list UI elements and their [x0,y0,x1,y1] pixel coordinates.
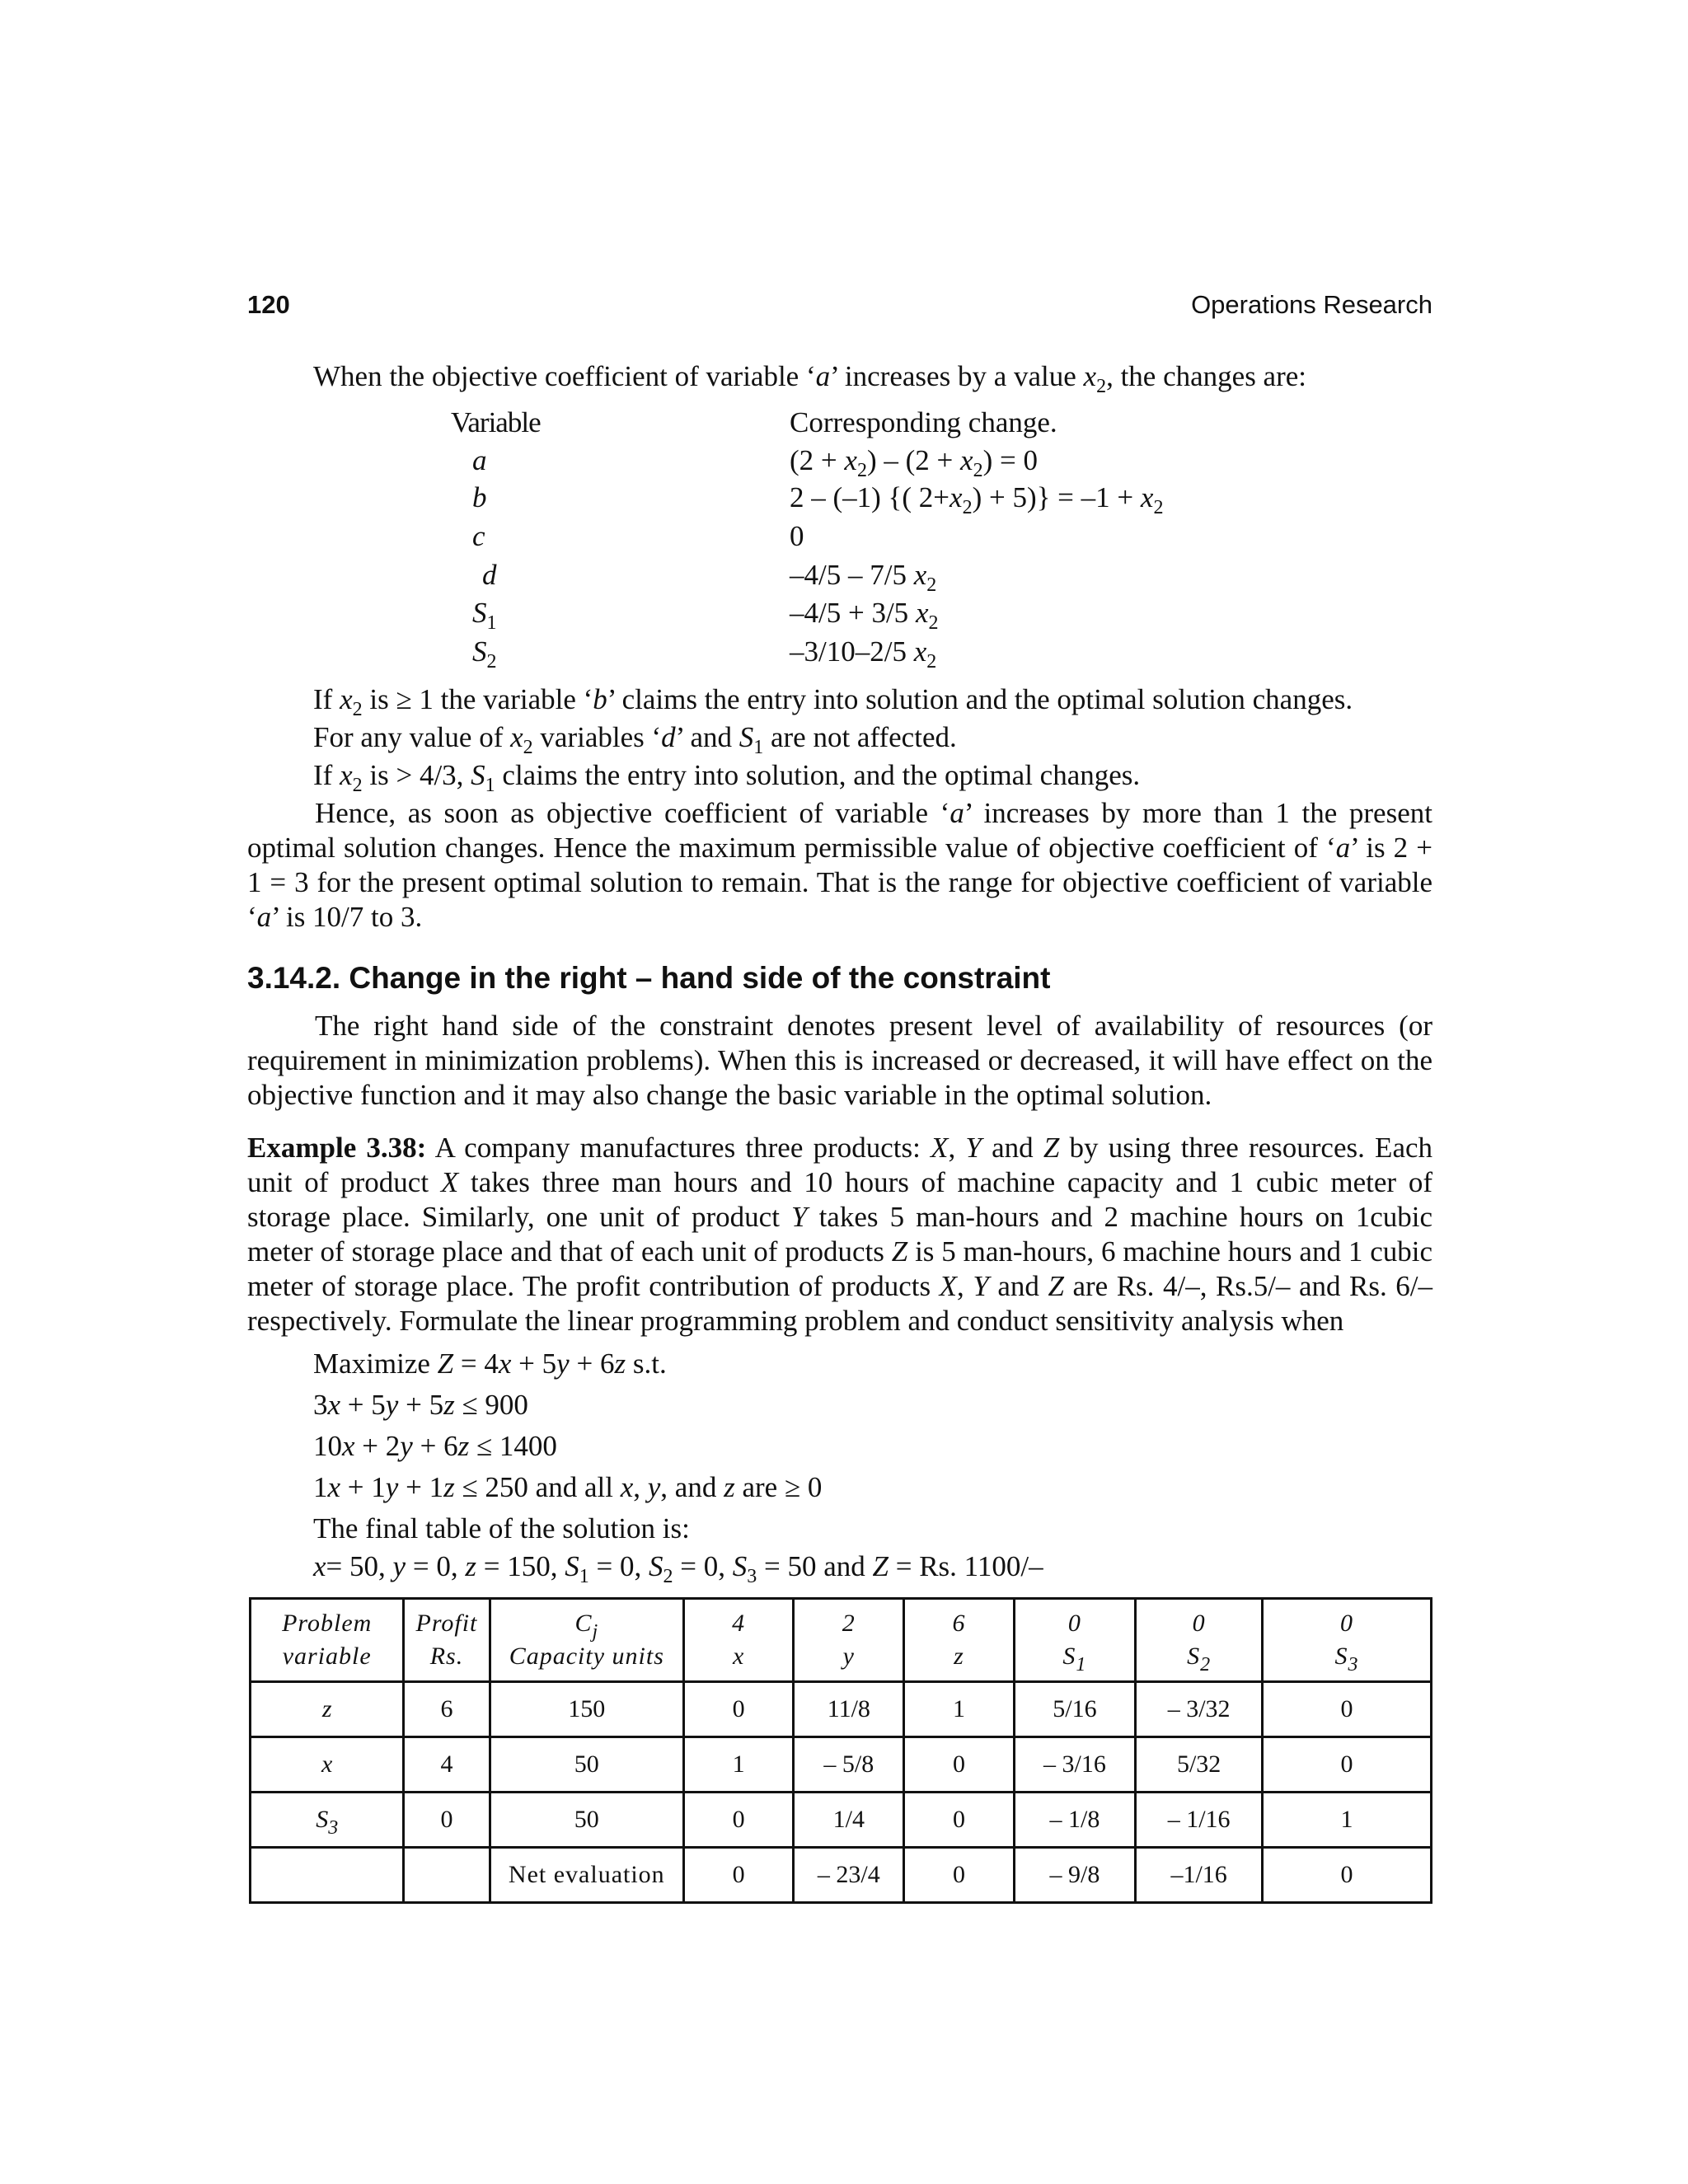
section-heading: 3.14.2. Change in the right – hand side of the constraint [247,961,1051,995]
table-cell [794,1848,904,1903]
math-var: S [648,1550,663,1582]
table-cell [490,1737,684,1793]
text-run: by using three resources. Each unit of product [247,1132,1433,1198]
cell-text: 0 [1340,1861,1353,1888]
math-var: x [327,1389,341,1421]
math-var: y [556,1347,570,1380]
math-var: x [950,481,963,513]
math-var: x [960,444,973,476]
table-body [251,1682,1432,1903]
math-var: x [915,597,929,629]
col-change-heading: Corresponding change. [790,406,1057,438]
text-run: ’ is 10/7 to 3. [271,901,423,933]
math-var: c [472,520,485,552]
page-number: 120 [247,290,290,319]
header-line [685,1607,792,1640]
math-var: b [593,683,607,715]
text-run: and [988,1270,1048,1302]
cell-symbol: S [1062,1643,1076,1670]
cell-text: 0 [440,1806,453,1833]
math-var: y [385,1471,399,1503]
change-expression [790,480,1164,518]
math-var: Y [965,1132,982,1164]
table-cell [1136,1682,1263,1737]
text-run: ’ and [675,721,739,753]
change-variable [472,443,487,478]
text-run: = Rs. 1100/– [888,1550,1043,1582]
cell-text: – 5/8 [823,1750,874,1778]
cell-text: – 23/4 [817,1861,880,1888]
math-var: Y [973,1270,989,1302]
math-var: x [844,444,857,476]
subscript: 2 [352,699,363,720]
text-run: is > 4/3, [362,759,471,791]
text-run: ) – (2 + [866,444,961,476]
intro-sentence: When the objective coefficient of variable ‘a’ increases by a value $x_2$, the changes are: [313,360,1307,397]
math-var: Y [791,1201,808,1233]
text-run: ≤ 900 [454,1389,528,1421]
math-var: d [482,559,497,591]
text-run: = 50, [326,1550,393,1582]
math-var: a [950,797,964,829]
math-var: z [457,1430,470,1462]
change-expression [790,596,939,634]
header-cell [1262,1599,1431,1682]
table-cell [490,1848,684,1903]
cell-text: Rs. [429,1643,464,1670]
math-var: y [392,1550,406,1582]
cell-text: 2 [842,1610,856,1637]
text-run: The final table of the solution is: [313,1512,690,1544]
formulation-line [313,1347,667,1381]
cell-text: 5/16 [1053,1695,1097,1722]
text-run: = 0, [673,1550,733,1582]
observation-line [313,758,1141,796]
cell-text: 5/32 [1176,1750,1221,1778]
math-var: y [400,1430,413,1462]
example-label: Example 3.38: [247,1132,427,1164]
cell-text: 50 [574,1806,599,1833]
table-cell [1136,1848,1263,1903]
text-run: 10 [313,1430,342,1462]
cell-symbol: C [574,1610,593,1637]
math-var: x [313,1550,326,1582]
table-cell [1014,1848,1136,1903]
header-line [795,1607,903,1640]
table-cell [904,1682,1014,1737]
text-run: variables ‘ [532,721,662,753]
cell-text: 6 [440,1695,453,1722]
math-var: y [385,1389,399,1421]
cell-symbol: S [1187,1643,1201,1670]
section-body: The right hand side of the constraint denotes present level of availability of resources (or requirement in minimization problems). When this is increased or decreased, it will have effect on the objective function and it may also change the basic variable in the optimal solution. [247,1010,1432,1111]
cell-text: – 1/16 [1167,1806,1231,1833]
math-var: S [738,721,754,753]
cell-text: Capacity units [509,1643,664,1670]
text-run: s.t. [626,1347,667,1380]
header-cell [684,1599,794,1682]
text-run: is 5 man-hours, 6 machine hours and 1 cubic meter of storage place. The profit contribution of products [247,1235,1432,1302]
subscript: 3 [747,1566,757,1587]
table-cell [404,1848,490,1903]
text-run: are ≥ 0 [734,1471,823,1503]
table-row [251,1793,1432,1848]
text-run: , [948,1132,966,1164]
table-cell [1014,1682,1136,1737]
table-cell [490,1682,684,1737]
subscript: 2 [973,460,983,481]
math-var: S [472,597,487,629]
table-row [251,1682,1432,1737]
cell-text: 0 [732,1695,745,1722]
header-line [1264,1607,1430,1640]
math-var: x [1140,481,1154,513]
header-line [251,1607,402,1640]
header-line [491,1640,683,1673]
math-var: S [472,635,487,668]
text-run: Hence, as soon as objective coefficient of variable ‘ [315,797,950,829]
math-var: Z [1043,1132,1060,1164]
cell-text: – 3/32 [1167,1695,1231,1722]
text-run: For any value of [313,721,511,753]
header-cell [904,1599,1014,1682]
table-cell [904,1737,1014,1793]
header-cell [404,1599,490,1682]
cell-symbol: S [316,1806,329,1833]
text-run: ≤ 250 and all [454,1471,621,1503]
observation-line [313,720,957,758]
text-run: If [313,683,340,715]
formulation-line [313,1511,690,1546]
conclusion-paragraph [247,796,1432,935]
math-var: z [443,1389,455,1421]
text-run: + 5 [398,1389,444,1421]
text-run: 3 [313,1389,328,1421]
header-line [905,1607,1012,1640]
math-var: x [620,1471,634,1503]
example-paragraph [247,1131,1432,1338]
text-run: ’ increases by more than 1 the present optimal solution changes. Hence the maximum permissible value of objective coefficient of ‘ [247,797,1432,864]
cell-text: 150 [568,1695,606,1722]
subscript: 2 [926,651,937,673]
header-cell [1014,1599,1136,1682]
text-run: A company manufactures three products: [426,1132,931,1164]
math-var: Z [891,1235,908,1268]
subscript: 2 [663,1566,673,1587]
math-var: y [647,1471,661,1503]
text-run: = 50 and [757,1550,873,1582]
subscript: 2 [1153,497,1164,518]
math-var: x [913,559,927,591]
text-run: = 0, [588,1550,649,1582]
header-line [1264,1640,1430,1673]
cell-text: – 1/8 [1049,1806,1100,1833]
text-run: ) = 0 [982,444,1038,476]
header-line [685,1640,792,1673]
subscript: 1 [579,1566,589,1587]
text-run: If [313,759,340,791]
header-line [251,1640,402,1673]
math-var: X [939,1270,958,1302]
text-run: + 6 [412,1430,458,1462]
math-var: x [340,759,353,791]
cell-text: 4 [440,1750,453,1778]
cell-text: 0 [1067,1610,1081,1637]
change-variable [472,596,497,634]
text-run: + 1 [398,1471,444,1503]
change-expression [790,635,937,673]
text-run: Maximize [313,1347,438,1380]
math-var: S [565,1550,579,1582]
change-variable [472,635,497,673]
text-run: takes 5 man-hours and 2 machine hours on 1cubic meter of storage place and that of each unit of products [247,1201,1432,1268]
header-line [1137,1607,1261,1640]
final-simplex-table [249,1597,1432,1904]
math-var: a [472,444,487,476]
math-var: a [256,901,272,933]
cell-text: 4 [732,1610,746,1637]
math-var: Z [872,1550,889,1582]
math-var: z [465,1550,476,1582]
table-cell [251,1682,404,1737]
math-var: X [931,1132,949,1164]
header-line [405,1640,488,1673]
cell-text: 1 [952,1695,965,1722]
table-row [251,1737,1432,1793]
cell-text: z [321,1695,332,1722]
subscript: 1 [486,612,497,634]
table-cell [404,1737,490,1793]
table-cell [490,1793,684,1848]
subscript: 1 [485,775,495,796]
cell-text: –1/16 [1170,1861,1227,1888]
table-cell [684,1682,794,1737]
cell-text: 1/4 [832,1806,865,1833]
header-line [1015,1607,1135,1640]
table-cell [251,1793,404,1848]
table-row [251,1848,1432,1903]
math-var: a [1335,832,1351,864]
running-title: Operations Research [1191,290,1432,319]
cell-text: – 9/8 [1049,1861,1100,1888]
math-var: S [732,1550,748,1582]
table-cell [1262,1682,1431,1737]
text-run: and [981,1132,1043,1164]
cell-text: x [732,1643,745,1670]
text-run: = 150, [476,1550,565,1582]
cell-symbol: S [1334,1643,1348,1670]
math-var: Z [1048,1270,1064,1302]
text-run: ’ claims the entry into solution and the optimal solution changes. [607,683,1353,715]
cell-text: Problem [282,1610,373,1637]
header-line [905,1640,1012,1673]
table-cell [251,1737,404,1793]
text-run: –3/10–2/5 [790,635,914,668]
table-cell [794,1682,904,1737]
text-run: + 5 [340,1389,386,1421]
header-line [1015,1640,1135,1673]
table-header-row [251,1599,1432,1682]
cell-text: 0 [732,1806,745,1833]
table-cell [1262,1848,1431,1903]
formulation-line [313,1388,528,1422]
table-cell [794,1793,904,1848]
text-run: 2 – (–1) {( 2+ [790,481,950,513]
page-header [247,290,1432,326]
subscript: j [592,1621,599,1643]
cell-text: z [954,1643,964,1670]
table-cell [684,1793,794,1848]
cell-text: 0 [1340,1750,1353,1778]
cell-text: 6 [952,1610,966,1637]
cell-text: 0 [1340,1695,1353,1722]
math-var: x [327,1471,341,1503]
text-run: 1 [313,1471,328,1503]
change-variable [472,480,487,515]
table-cell [404,1793,490,1848]
change-expression [790,443,1038,481]
text-run: claims the entry into solution, and the optimal changes. [495,759,1141,791]
table-cell [794,1737,904,1793]
text-run: –4/5 – 7/5 [790,559,914,591]
math-var: Z [437,1347,454,1380]
table-cell [251,1848,404,1903]
header-cell [794,1599,904,1682]
subscript: 2 [926,574,937,596]
text-run: –4/5 + 3/5 [790,597,916,629]
math-var: d [661,721,676,753]
col-variable-heading: Variable [451,406,541,438]
cell-text: x [321,1750,333,1778]
text-run: + 6 [569,1347,615,1380]
formulation-line [313,1429,557,1464]
math-var: x [913,635,927,668]
header-cell [490,1599,684,1682]
header-line [795,1640,903,1673]
table-cell [1014,1793,1136,1848]
subscript: 3 [1348,1654,1359,1675]
cell-text: 0 [952,1806,965,1833]
math-var: X [440,1166,459,1198]
text-run: , and [660,1471,724,1503]
text-run: = 0, [406,1550,466,1582]
text-run: + 5 [511,1347,557,1380]
text-run: is ≥ 1 the variable ‘ [362,683,593,715]
formulation-line [313,1549,1043,1587]
math-var: x [340,683,353,715]
math-var: z [724,1471,735,1503]
cell-text: 1 [732,1750,745,1778]
subscript: 2 [962,497,973,518]
table-cell [1262,1793,1431,1848]
subscript: 2 [352,775,363,796]
cell-text: 0 [1339,1610,1353,1637]
math-var: b [472,481,487,513]
math-var: x [342,1430,355,1462]
subscript: 1 [1076,1654,1087,1675]
cell-text: 50 [574,1750,599,1778]
subscript: 2 [856,460,867,481]
table-cell [684,1848,794,1903]
math-var: z [443,1471,455,1503]
table-cell [684,1737,794,1793]
cell-text: – 3/16 [1043,1750,1106,1778]
text-run: ≤ 1400 [469,1430,557,1462]
text-run: are Rs. 4/–, Rs.5/– and Rs. 6/– respectively. Formulate the linear programming problem and conduct sensitivity analysis when [247,1270,1433,1337]
change-expression [790,519,804,554]
header-line [405,1607,488,1640]
text-run: = 4 [453,1347,499,1380]
cell-text: 0 [952,1861,965,1888]
cell-text: y [842,1643,855,1670]
text-run: + 1 [340,1471,386,1503]
text-run: (2 + [790,444,845,476]
cell-text: 11/8 [827,1695,870,1722]
change-expression [790,558,937,596]
table-cell [904,1848,1014,1903]
subscript: 3 [328,1817,339,1839]
cell-text: 0 [1192,1610,1206,1637]
table-cell [1136,1737,1263,1793]
cell-text: 0 [732,1861,745,1888]
change-variable [482,558,497,593]
text-run: , [633,1471,648,1503]
header-line [491,1607,683,1643]
subscript: 2 [1200,1654,1212,1675]
subscript: 2 [928,612,939,634]
math-var: S [471,759,485,791]
math-var: x [498,1347,512,1380]
table-cell [1136,1793,1263,1848]
subscript: 1 [753,737,764,758]
cell-text: Profit [415,1610,478,1637]
header-cell [1136,1599,1263,1682]
text-run: 0 [790,520,804,552]
change-variable [472,519,485,554]
text-run: ) + 5)} = –1 + [972,481,1141,513]
table-cell [1014,1737,1136,1793]
cell-text: variable [282,1643,372,1670]
table-cell [1262,1737,1431,1793]
text-run: + 2 [354,1430,401,1462]
formulation-line [313,1470,822,1505]
text-run: ’ is 2 + 1 = 3 for the present optimal solution to remain. That is the range for objective coefficient of variable ‘ [247,832,1432,933]
header-line [1137,1640,1261,1673]
text-run: are not affected. [763,721,957,753]
math-var: x [510,721,523,753]
subscript: 2 [523,737,533,758]
header-cell [251,1599,404,1682]
table-cell [404,1682,490,1737]
cell-text: 0 [952,1750,965,1778]
subscript: 2 [486,651,497,673]
cell-text: 1 [1340,1806,1353,1833]
observation-line [313,682,1353,720]
math-var: z [614,1347,626,1380]
text-run: takes three man hours and 10 hours of machine capacity and 1 cubic meter of storage place. Similarly, one unit of product [247,1166,1432,1233]
text-run: , [957,1270,973,1302]
table-cell [904,1793,1014,1848]
cell-text: Net evaluation [508,1861,665,1888]
